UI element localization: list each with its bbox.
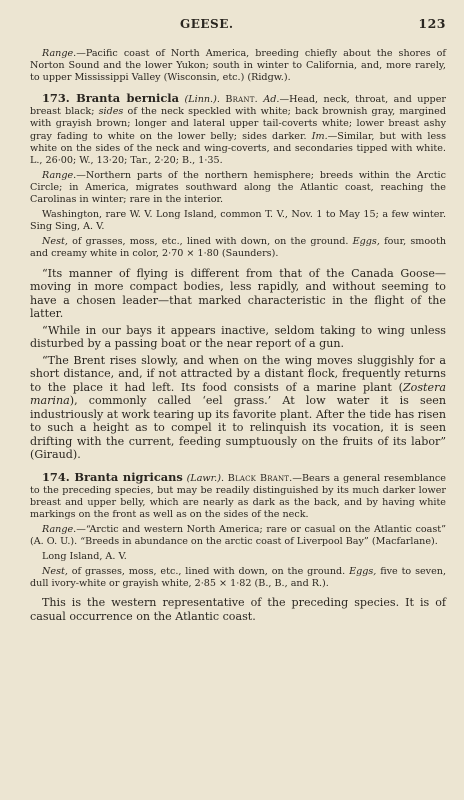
- quote-3-text: “The Brent rises slowly, and when on the wing moves sluggishly for a short distance, and, if not attracted by a distant flock, frequently returns to the place it had left. Its food consists of a marine plant (: [30, 353, 446, 394]
- quote-paragraph-2: “While in our bays it appears inactive, seldom taking to wing unless disturbed by a passing boat or the near report of a gun.: [30, 323, 446, 350]
- eggs-text: five to seven, dull ivory-white or grayish white, 2·85 × 1·82 (B., B., and R.).: [30, 566, 446, 590]
- adult-sides-word: sides: [98, 106, 124, 118]
- nest-text: of grasses, moss, etc., lined with down, on the ground.: [67, 236, 353, 248]
- range-label: Range.: [42, 48, 77, 59]
- nest-label: Nest,: [42, 566, 68, 578]
- running-title: GEESE.: [180, 17, 234, 31]
- adult-label: Ad.: [263, 94, 280, 106]
- immature-text: —Similar, but with less white on the sides of the neck and wing-coverts, and secondaries tipped with white. L., 26·00; W., 13·20; Tar., 2·20; B., 1·35.: [30, 130, 446, 166]
- prev-range-paragraph: [30, 48, 446, 84]
- nest-label: Nest,: [42, 236, 68, 248]
- adult-text-cont: of the neck speckled with white; back brownish gray, margined with grayish brown; longer and lateral upper tail-coverts white; lower breast ashy gray fading to white on the lower belly; sides darker.: [30, 106, 446, 142]
- quote-3-text-cont: ), commonly called ‘eel grass.’ At low water it is seen industriously at work tearing up its favorite plant. After the tide has risen to such a height as to compel it to relinquish its vocation, it is seen drifting with the current, feeding sumptuously on the fruits of its labor” (Giraud).: [30, 394, 446, 461]
- quote-paragraph-3: [30, 354, 446, 462]
- species-173-authority: (Linn.).: [184, 94, 220, 106]
- nest-text: of grasses, moss, etc., lined with down, on the ground.: [67, 566, 350, 578]
- running-header: [30, 16, 446, 38]
- species-173-description: [30, 92, 446, 167]
- range-label: Range.: [42, 523, 77, 535]
- species-174-range: [30, 524, 446, 548]
- species-173-local: Washington, rare W. V. Long Island, common T. V., Nov. 1 to May 15; a few winter. Sing Sing, A. V.: [30, 209, 446, 233]
- species-173-common-name: Brant.: [225, 94, 258, 106]
- species-174-authority: (Lawr.).: [186, 472, 224, 484]
- range-text: —Pacific coast of North America, breeding chiefly about the shores of Norton Sound and the lower Yukon; south in winter to California, and, more rarely, to upper Mississippi Valley (Wisconsin, etc.) (Ridgw.).: [30, 48, 446, 84]
- eggs-label: Eggs,: [349, 566, 377, 578]
- quote-3-latin-name: Zostera marina: [30, 380, 446, 407]
- species-174-common-name: Black Brant.: [227, 472, 293, 484]
- page-number: 123: [418, 16, 446, 31]
- species-174-local: Long Island, A. V.: [42, 551, 127, 563]
- species-174-note: This is the western representative of the preceding species. It is of casual occurrence on the Atlantic coast.: [30, 596, 446, 623]
- adult-text: —Head, neck, throat, and upper breast black;: [30, 94, 446, 118]
- species-174-text: —Bears a general resemblance to the preceding species, but may be readily distinguished by its much darker lower breast and upper belly, which are nearly as dark as the back, and by having white markings on the front as well as on the sides of the neck.: [30, 472, 446, 520]
- species-173-range: [30, 170, 446, 206]
- eggs-label: Eggs,: [352, 236, 380, 248]
- quote-paragraph-1: “Its manner of flying is different from that of the Canada Goose—moving in more compact bodies, less rapidly, and without seeming to have a chosen leader—that marked characteristic in the flight of the latter.: [30, 266, 446, 320]
- range-text: —“Arctic and western North America; rare or casual on the Atlantic coast” (A. O. U.). “Breeds in abundance on the arctic coast of Liverpool Bay” (Macfarlane).: [30, 523, 446, 547]
- species-174-name: 174. Branta nigricans: [42, 469, 183, 484]
- eggs-text: four, smooth and creamy white in color, 2·70 × 1·80 (Saunders).: [30, 236, 446, 260]
- immature-label: Im.: [311, 130, 328, 142]
- range-label: Range.: [42, 169, 77, 181]
- species-174-description: [30, 471, 446, 521]
- species-174-nest: [30, 566, 446, 590]
- species-173-nest: [30, 236, 446, 260]
- species-173-name: 173. Branta bernicla: [42, 91, 179, 106]
- range-text: —Northern parts of the northern hemisphere; breeds within the Arctic Circle; in America, migrates southward along the Atlantic coast, reaching the Carolinas in winter; rare in the interior.: [30, 169, 446, 206]
